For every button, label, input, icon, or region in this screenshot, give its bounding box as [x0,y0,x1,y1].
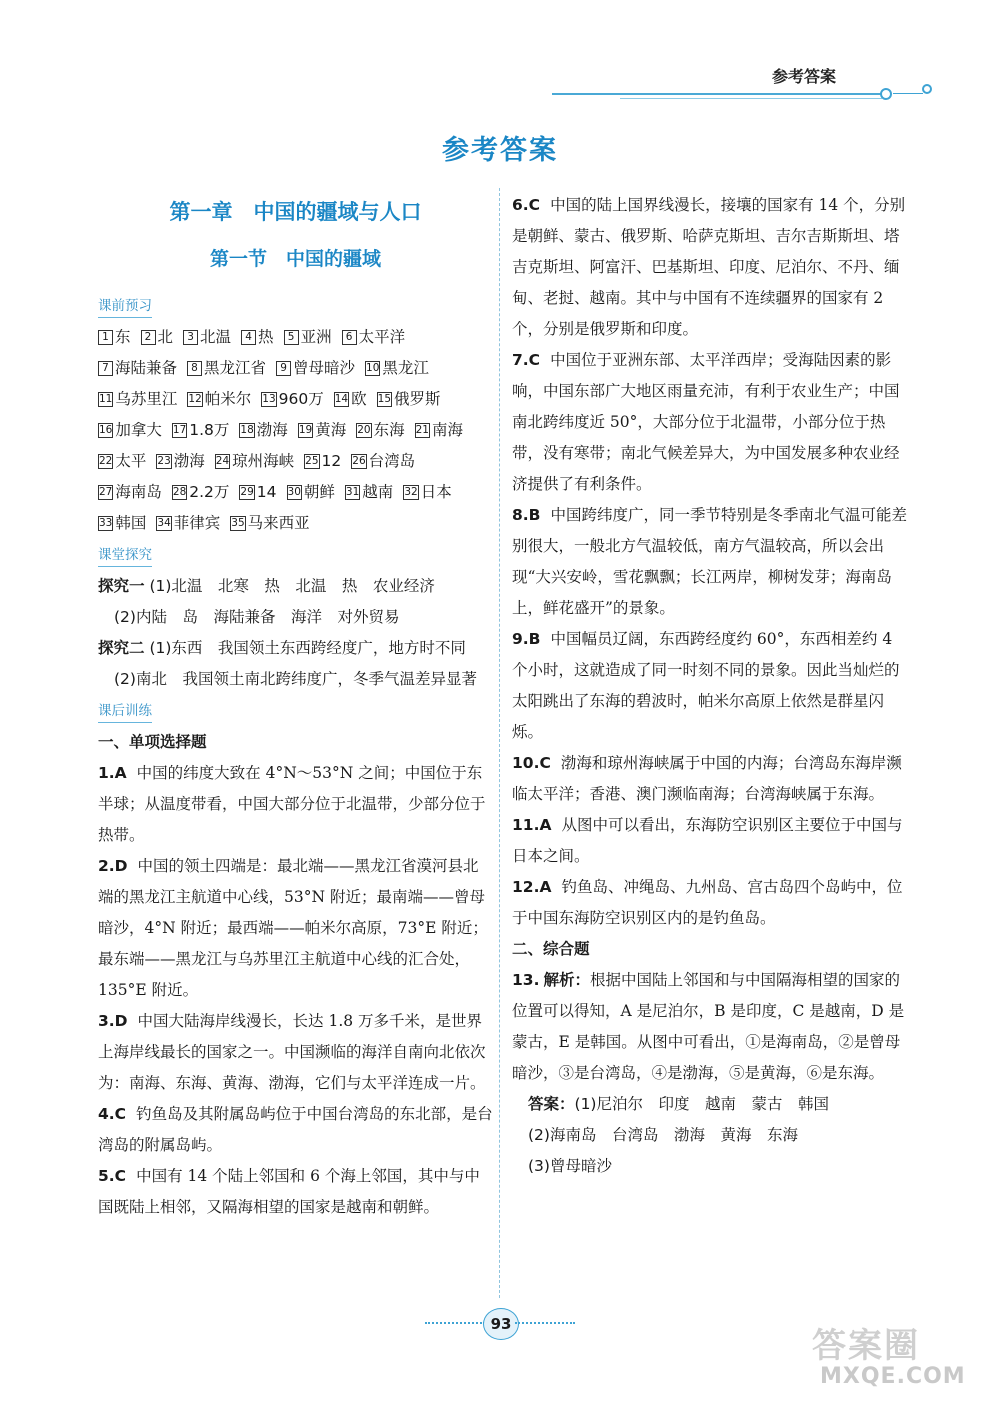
question-1-text: 中国的纬度大致在 4°N～53°N 之间；中国位于东半球；从温度带看，中国大部分位于北温带，少部分位于热带。 [98,764,486,844]
question-6-text: 中国的陆上国界线漫长，接壤的国家有 14 个，分别是朝鲜、蒙古、俄罗斯、哈萨克斯坦、吉尔吉斯斯坦、塔吉克斯坦、阿富汗、巴基斯坦、印度、尼泊尔、不丹、缅甸、老挝、越南。其中与中国有不连续疆界的国家有 2 个，分别是俄罗斯和印度。 [512,196,906,338]
blank-text: 太平 [115,452,147,470]
page-number: 93 [483,1308,519,1340]
footer-dots-left [425,1322,485,1324]
answer-line-3: (3)曾母暗沙 [528,1157,612,1175]
question-1-key: 1.A [98,764,127,782]
question-7-text: 中国位于亚洲东部、太平洋西岸；受海陆因素的影响，中国东部广大地区雨量充沛，有利于农业生产；中国南北跨纬度近 50°，大部分位于北温带，小部分位于热带，没有寒带；南北气候差异大，为中国发展多种农业经济提供了有利条件。 [512,351,900,493]
blank-answer [298,415,346,446]
question-8-key: 8.B [512,506,541,524]
blank-answer [156,446,204,477]
blank-text: 东海 [373,421,405,439]
blank-answer [241,322,274,353]
answer-line-2: (2)海南岛 台湾岛 渤海 黄海 东海 [528,1126,798,1144]
blank-text: 乌苏里江 [115,390,178,408]
blank-text: 南海 [431,421,463,439]
blank-text: 马来西亚 [247,514,310,532]
right-column [512,190,912,1182]
blank-answer [187,384,251,415]
blank-text: 日本 [420,483,452,501]
blank-text: 960万 [278,390,324,408]
blank-text: 黑龙江省 [204,359,267,377]
blank-text: 越南 [362,483,394,501]
question-4-key: 4.C [98,1105,127,1123]
blank-answer [156,508,220,539]
blank-number: 12 [188,393,202,405]
blank-answer [284,322,332,353]
blank-text: 韩国 [115,514,147,532]
blank-text: 俄罗斯 [394,390,441,408]
blank-number: 35 [231,517,245,529]
blank-text: 1.8万 [189,421,230,439]
blank-text: 北 [157,328,174,346]
blank-answer [377,384,441,415]
blank-number: 28 [172,486,187,498]
watermark-line1: 答案圈 [812,1326,920,1366]
question-5-text: 中国有 14 个陆上邻国和 6 个海上邻国，其中与中国既陆上相邻，又隔海相望的国家是越南和朝鲜。 [98,1167,480,1216]
blank-number: 11 [99,393,113,405]
question-12-text: 钓鱼岛、冲绳岛、九州岛、宫古岛四个岛屿中，位于中国东海防空识别区内的是钓鱼岛。 [512,878,903,927]
blank-text: 2.2万 [189,483,230,501]
question-5-key: 5.C [98,1167,127,1185]
blank-number: 17 [172,424,187,436]
blank-text: 亚洲 [300,328,332,346]
blank-text: 欧 [351,390,367,408]
blank-answer [98,384,177,415]
question-9-key: 9.B [512,630,541,648]
blank-number: 8 [187,361,202,376]
explore-two-line1: (1)东西 我国领土东西跨经度广，地方时不同 [149,639,466,657]
header-connector [893,93,923,94]
answer-1: (1)尼泊尔 印度 越南 蒙古 韩国 [574,1095,829,1113]
question-2-text: 中国的领土四端是：最北端——黑龙江省漠河县北端的黑龙江主航道中心线，53°N 附近；最南端——曾母暗沙，4°N 附近；最西端——帕米尔高原，73°E 附近；最东端——黑龙江与乌苏里江主航道中心线的汇合处，135°E 附近。 [98,857,488,999]
blank-number: 21 [415,424,429,436]
part-one-heading: 一、单项选择题 [98,733,207,751]
question-7-key: 7.C [512,351,541,369]
explore-two-line2: (2)南北 我国领土南北跨纬度广，冬季气温差异显著 [114,670,477,688]
blank-number: 14 [334,393,349,405]
blank-answer [172,477,230,508]
blank-number: 22 [99,455,113,467]
explore-one [98,571,493,602]
question-3-text: 中国大陆海岸线漫长，长达 1.8 万多千米，是世界上海岸线最长的国家之一。中国濒临的海洋自南向北依次为：南海、东海、黄海、渤海，它们与太平洋连成一片。 [98,1012,486,1092]
question-11-text: 从图中可以看出，东海防空识别区主要位于中国与日本之间。 [512,816,903,865]
question-4-text: 钓鱼岛及其附属岛屿位于中国台湾岛的东北部，是台湾岛的附属岛屿。 [98,1105,493,1154]
blank-text: 12 [321,452,342,470]
blank-text: 曾母暗沙 [293,359,356,377]
blank-number: 34 [157,517,171,529]
blank-answer [334,384,367,415]
blank-number: 7 [98,361,113,376]
blank-answer [239,415,287,446]
blank-text: 菲律宾 [173,514,221,532]
blank-number: 18 [240,424,254,436]
question-7 [512,345,912,500]
blank-number: 19 [298,424,313,436]
blank-number: 32 [404,486,418,498]
blank-text: 黑龙江 [382,359,429,377]
blank-text: 热 [258,328,274,346]
explore-two-label: 探究二 [98,639,145,657]
blank-answer [98,322,131,353]
blank-answer [98,446,146,477]
blank-answer [98,353,177,384]
blank-answer [187,353,266,384]
question-12 [512,872,912,934]
blank-text: 海陆兼备 [115,359,178,377]
blank-answer [356,415,404,446]
blank-number: 23 [157,455,171,467]
pre-class-answers [98,322,493,539]
header-circle-icon [880,88,892,100]
blank-answer [215,446,294,477]
watermark-line2: MXQE.COM [820,1364,966,1389]
blank-number: 33 [99,517,113,529]
column-divider [499,188,500,1298]
blank-number: 6 [342,330,357,345]
blank-number: 2 [141,330,156,345]
blank-answer [342,322,406,353]
blank-number: 31 [345,486,360,498]
blank-text: 琼州海峡 [232,452,295,470]
question-9-text: 中国幅员辽阔，东西跨经度约 60°，东西相差约 4 个小时，这就造成了同一时刻不同的景象。因此当灿烂的太阳跳出了东海的碧波时，帕米尔高原上依然是群星闪烁。 [512,630,900,741]
blank-number: 15 [377,393,392,405]
blank-answer [365,353,429,384]
blank-answer [172,415,230,446]
question-12-key: 12.A [512,878,552,896]
question-1 [98,758,493,851]
blank-number: 25 [305,455,319,467]
question-6-key: 6.C [512,196,541,214]
question-13-text: 根据中国陆上邻国和与中国隔海相望的国家的位置可以得知，A 是尼泊尔，B 是印度，C 是越南，D 是蒙古，E 是韩国。从图中可看出，①是海南岛，②是曾母暗沙，③是台湾岛，④是渤海，⑤是黄海，⑥是东海。 [512,971,905,1082]
page-footer [425,1308,575,1338]
part-two-heading: 二、综合题 [512,940,590,958]
blank-answer [230,508,309,539]
blank-answer [276,353,355,384]
question-8-text: 中国跨纬度广，同一季节特别是冬季南北气温可能差别很大，一般北方气温较低，南方气温较高，所以会出现“大兴安岭，雪花飘飘；长江两岸，柳树发芽；海南岛上，鲜花盛开”的景象。 [512,506,908,617]
blank-text: 帕米尔 [204,390,252,408]
explore-one-label: 探究一 [98,577,145,595]
explore-two [98,633,493,664]
blank-number: 29 [240,486,254,498]
footer-dots-right [515,1322,575,1324]
blank-number: 24 [215,455,230,467]
answer-label: 答案： [528,1095,575,1113]
blank-text: 加拿大 [115,421,162,439]
page-title: 参考答案 [442,135,558,166]
blank-answer [351,446,415,477]
blank-answer [141,322,174,353]
blank-number: 30 [287,486,301,498]
blank-number: 3 [183,330,198,345]
blank-number: 20 [357,424,371,436]
watermark-logo [812,1318,977,1393]
blank-number: 9 [276,361,291,376]
question-10-text: 渤海和琼州海峡属于中国的内海；台湾岛东海岸濒临太平洋；香港、澳门濒临南海；台湾海峡属于东海。 [512,754,902,803]
blank-text: 朝鲜 [303,483,335,501]
blank-text: 东 [115,328,131,346]
blank-text: 台湾岛 [368,452,416,470]
blank-number: 13 [262,393,276,405]
section-title: 第一节 中国的疆域 [209,248,381,270]
blank-text: 渤海 [173,452,205,470]
blank-number: 10 [366,362,380,374]
blank-number: 16 [99,424,113,436]
question-10-key: 10.C [512,754,551,772]
in-class-tag: 课堂探究 [98,545,152,567]
question-13 [512,965,912,1089]
blank-answer [261,384,323,415]
blank-answer [98,508,146,539]
blank-answer [239,477,276,508]
left-column [98,190,493,1223]
blank-answer [304,446,341,477]
question-4 [98,1099,493,1161]
blank-number: 27 [99,486,113,498]
blank-answer [98,477,162,508]
question-3 [98,1006,493,1099]
question-6 [512,190,912,345]
blank-answer [415,415,463,446]
header-rule-thin [620,98,882,99]
header-small-circle-icon [922,84,932,94]
answer-line-1 [512,1089,912,1120]
question-8 [512,500,912,624]
after-class-tag: 课后训练 [98,701,152,723]
blank-number: 5 [284,330,299,345]
blank-text: 海南岛 [115,483,162,501]
question-11-key: 11.A [512,816,552,834]
explore-one-line2: (2)内陆 岛 海陆兼备 海洋 对外贸易 [114,608,400,626]
question-13-key: 13. [512,971,540,989]
blank-text: 14 [256,483,277,501]
blank-answer [287,477,335,508]
question-10 [512,748,912,810]
blank-answer [345,477,393,508]
analysis-label: 解析： [543,971,590,989]
blank-number: 4 [241,330,256,345]
blank-text: 渤海 [256,421,288,439]
question-9 [512,624,912,748]
blank-answer [98,415,162,446]
blank-text: 北温 [200,328,232,346]
question-11 [512,810,912,872]
pre-class-tag: 课前预习 [98,296,152,318]
question-3-key: 3.D [98,1012,128,1030]
blank-answer [183,322,231,353]
chapter-title: 第一章 中国的疆域与人口 [169,200,422,224]
question-2-key: 2.D [98,857,128,875]
header-label: 参考答案 [772,67,837,86]
explore-one-line1: (1)北温 北寒 热 北温 热 农业经济 [149,577,435,595]
blank-answer [403,477,451,508]
blank-number: 1 [98,330,113,345]
blank-number: 26 [352,455,366,467]
header-rule [552,93,882,95]
question-5 [98,1161,493,1223]
blank-text: 黄海 [315,421,347,439]
blank-text: 太平洋 [358,328,406,346]
question-2 [98,851,493,1006]
